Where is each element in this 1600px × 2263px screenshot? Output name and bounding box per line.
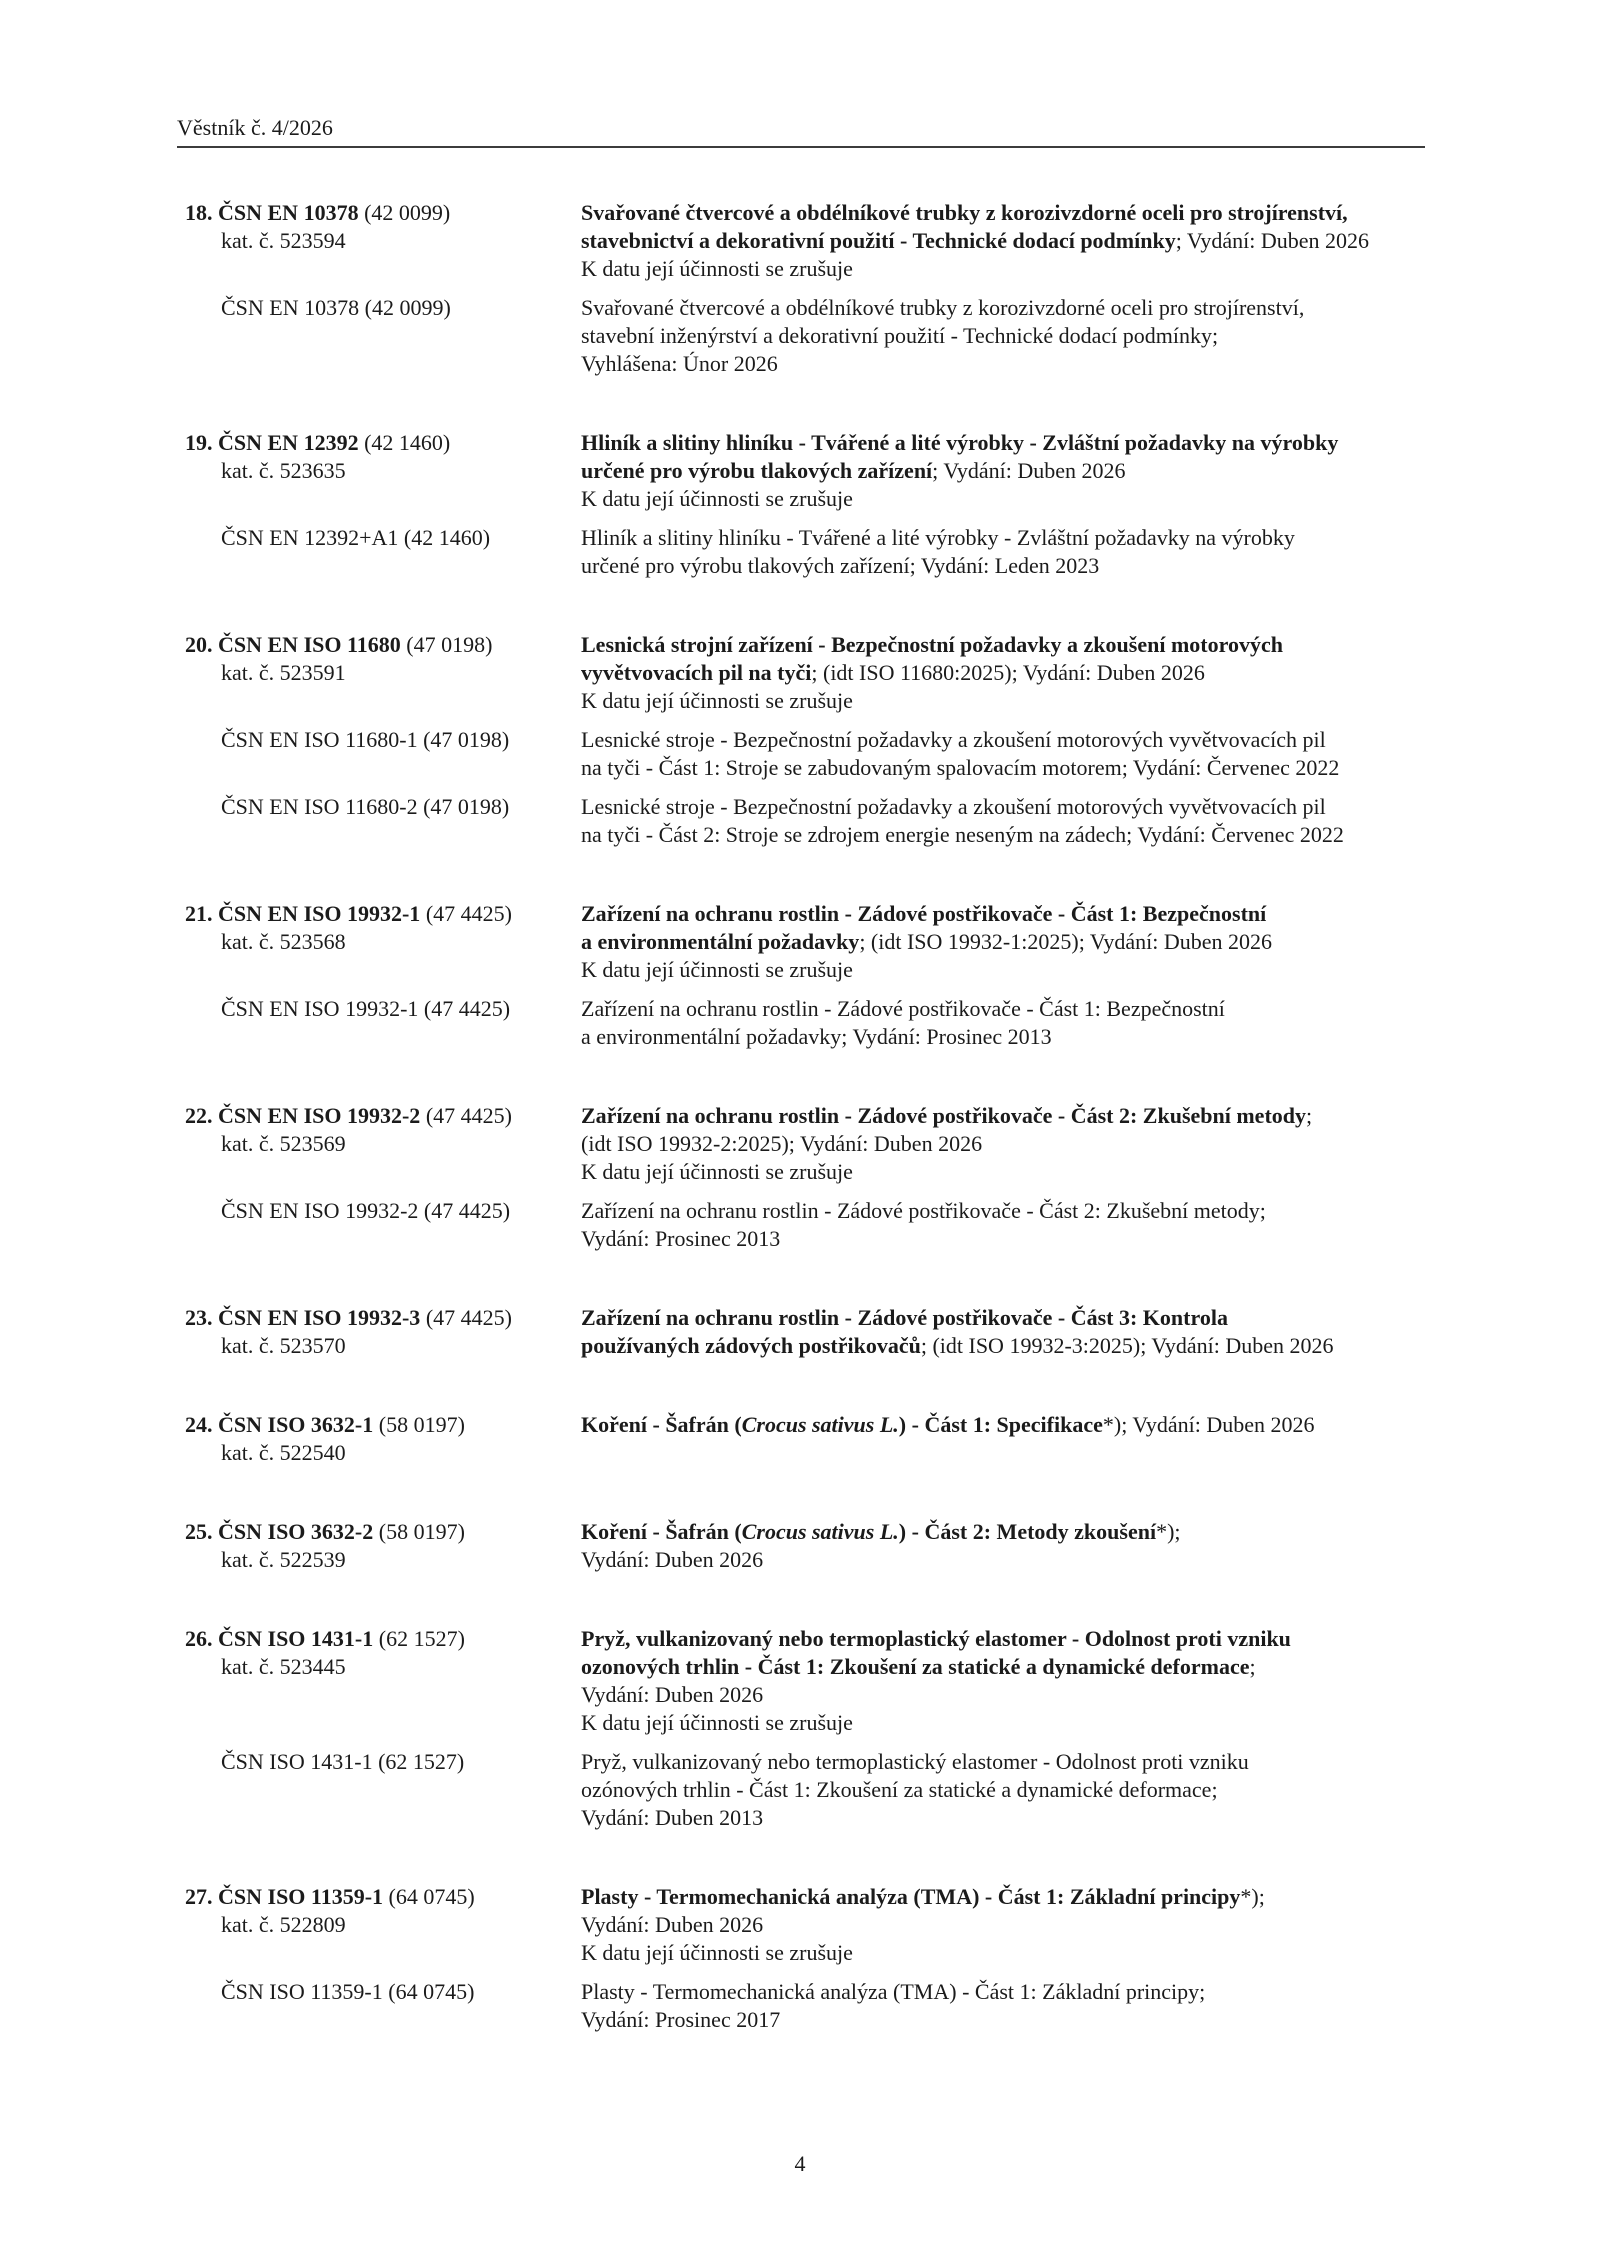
revoked-designation-line	[185, 726, 581, 754]
title-segment: Pryž, vulkanizovaný nebo termoplastický elastomer - Odolnost proti vzniku	[581, 1626, 1291, 1651]
revoked-record	[185, 524, 1545, 580]
revoked-designation: ČSN EN ISO 11680-2 (47 0198)	[221, 794, 510, 819]
entry-number: 21.	[185, 901, 218, 926]
revoked-text-segment: Vydání: Prosinec 2013	[581, 1226, 781, 1251]
title-line	[581, 1102, 1545, 1130]
catalog-number: kat. č. 523445	[221, 1654, 346, 1679]
revoked-text-segment: Vydání: Prosinec 2017	[581, 2007, 781, 2032]
title-line	[581, 1332, 1545, 1360]
catalog-number: kat. č. 523569	[221, 1131, 346, 1156]
entry-title	[581, 1102, 1545, 1186]
main-record	[185, 1518, 1545, 1574]
title-line	[581, 485, 1545, 513]
title-line	[581, 1709, 1545, 1737]
title-segment: K datu její účinnosti se zrušuje	[581, 688, 853, 713]
revoked-text-segment: určené pro výrobu tlakových zařízení; Vydání: Leden 2023	[581, 553, 1100, 578]
title-segment: ) - Část 2: Metody zkoušení	[898, 1519, 1157, 1544]
title-line	[581, 1653, 1545, 1681]
standard-entry	[185, 1518, 1545, 1574]
revoked-designation-line	[185, 294, 581, 322]
revoked-record	[185, 1748, 1545, 1832]
revoked-record	[185, 793, 1545, 849]
document-title: Věstník č. 4/2026	[177, 115, 333, 140]
title-segment: Vydání: Duben 2026	[581, 1912, 764, 1937]
title-line	[581, 227, 1545, 255]
title-segment: a environmentální požadavky	[581, 929, 860, 954]
entry-left-column	[185, 1883, 581, 1939]
title-segment: *);	[1156, 1519, 1181, 1544]
title-line	[581, 1681, 1545, 1709]
main-record	[185, 429, 1545, 513]
entry-left-column	[185, 1304, 581, 1360]
catalog-number: kat. č. 522809	[221, 1912, 346, 1937]
title-line	[581, 1518, 1545, 1546]
title-segment: K datu její účinnosti se zrušuje	[581, 256, 853, 281]
revoked-text	[581, 1197, 1545, 1253]
revoked-designation: ČSN ISO 1431-1 (62 1527)	[221, 1749, 465, 1774]
entry-number: 27.	[185, 1884, 218, 1909]
entry-title	[581, 429, 1545, 513]
revoked-designation: ČSN EN 10378 (42 0099)	[221, 295, 451, 320]
entry-title	[581, 1304, 1545, 1360]
revoked-designation-line	[185, 793, 581, 821]
revoked-text-line	[581, 1978, 1545, 2006]
revoked-record	[185, 294, 1545, 378]
title-segment: (idt ISO 19932-2:2025); Vydání: Duben 2026	[581, 1131, 983, 1156]
revoked-text-line	[581, 726, 1545, 754]
standard-entry	[185, 1102, 1545, 1253]
revoked-text	[581, 1978, 1545, 2034]
standard-entry	[185, 199, 1545, 378]
title-segment: Plasty - Termomechanická analýza (TMA) - Část 1: Základní principy	[581, 1884, 1241, 1909]
title-segment: Lesnická strojní zařízení - Bezpečnostní požadavky a zkoušení motorových	[581, 632, 1283, 657]
entry-number: 25.	[185, 1519, 218, 1544]
catalog-line	[185, 1911, 581, 1939]
title-segment: Hliník a slitiny hliníku - Tvářené a lité výrobky - Zvláštní požadavky na výrobky	[581, 430, 1339, 455]
standard-designation: ČSN EN 12392	[218, 430, 365, 455]
title-segment: Zařízení na ochranu rostlin - Zádové postřikovače - Část 2: Zkušební metody	[581, 1103, 1307, 1128]
title-line	[581, 1883, 1545, 1911]
revoked-text-line	[581, 350, 1545, 378]
standard-entry	[185, 1411, 1545, 1467]
title-segment: ; (idt ISO 19932-1:2025); Vydání: Duben 2026	[859, 929, 1272, 954]
catalog-number: kat. č. 522539	[221, 1547, 346, 1572]
title-segment: *);	[1240, 1884, 1265, 1909]
catalog-line	[185, 1439, 581, 1467]
title-segment: Svařované čtvercové a obdélníkové trubky z korozivzdorné oceli pro strojírenství,	[581, 200, 1348, 225]
class-code: (47 4425)	[425, 1305, 512, 1330]
title-segment: Vydání: Duben 2026	[581, 1682, 764, 1707]
revoked-text	[581, 524, 1545, 580]
revoked-text	[581, 726, 1545, 782]
revoked-text	[581, 294, 1545, 378]
standard-entry	[185, 1883, 1545, 2034]
revoked-left-column	[185, 726, 581, 754]
entry-left-column	[185, 199, 581, 255]
entry-number: 20.	[185, 632, 218, 657]
title-segment: používaných zádových postřikovačů	[581, 1333, 921, 1358]
revoked-text-line	[581, 1804, 1545, 1832]
standard-designation: ČSN ISO 1431-1	[218, 1626, 379, 1651]
title-segment: ; (idt ISO 11680:2025); Vydání: Duben 2026	[811, 660, 1205, 685]
title-segment: stavebnictví a dekorativní použití - Technické dodací podmínky	[581, 228, 1176, 253]
title-segment: K datu její účinnosti se zrušuje	[581, 1710, 853, 1735]
title-segment: Crocus sativus L.	[741, 1412, 899, 1437]
entry-heading-line	[185, 900, 581, 928]
revoked-text-line	[581, 1023, 1545, 1051]
class-code: (62 1527)	[378, 1626, 465, 1651]
revoked-designation: ČSN EN ISO 11680-1 (47 0198)	[221, 727, 510, 752]
title-line	[581, 1130, 1545, 1158]
standard-designation: ČSN EN ISO 19932-2	[218, 1103, 426, 1128]
title-segment: Koření - Šafrán (	[581, 1519, 742, 1544]
catalog-line	[185, 227, 581, 255]
revoked-left-column	[185, 1978, 581, 2006]
main-record	[185, 1102, 1545, 1186]
entry-left-column	[185, 429, 581, 485]
title-segment: Crocus sativus L.	[741, 1519, 899, 1544]
revoked-text-line	[581, 524, 1545, 552]
class-code: (47 0198)	[406, 632, 493, 657]
revoked-text-segment: Hliník a slitiny hliníku - Tvářené a lité výrobky - Zvláštní požadavky na výrobky	[581, 525, 1295, 550]
revoked-text-segment: Pryž, vulkanizovaný nebo termoplastický elastomer - Odolnost proti vzniku	[581, 1749, 1249, 1774]
entry-left-column	[185, 631, 581, 687]
title-segment: ;	[1249, 1654, 1256, 1679]
class-code: (42 0099)	[364, 200, 451, 225]
revoked-designation-line	[185, 524, 581, 552]
standard-designation: ČSN ISO 11359-1	[218, 1884, 389, 1909]
revoked-text-line	[581, 294, 1545, 322]
title-segment: ; Vydání: Duben 2026	[1175, 228, 1370, 253]
header-rule	[177, 146, 1425, 148]
standard-designation: ČSN EN 10378	[218, 200, 365, 225]
title-line	[581, 1625, 1545, 1653]
catalog-line	[185, 928, 581, 956]
revoked-left-column	[185, 1197, 581, 1225]
main-record	[185, 1625, 1545, 1737]
entry-number: 22.	[185, 1103, 218, 1128]
page-number: 4	[794, 2151, 806, 2176]
standards-list	[185, 199, 1545, 2085]
revoked-text-segment: Plasty - Termomechanická analýza (TMA) - Část 1: Základní principy;	[581, 1979, 1206, 2004]
title-line	[581, 429, 1545, 457]
revoked-text-segment: Vyhlášena: Únor 2026	[581, 351, 778, 376]
title-segment: Zařízení na ochranu rostlin - Zádové postřikovače - Část 1: Bezpečnostní	[581, 901, 1267, 926]
class-code: (58 0197)	[378, 1519, 465, 1544]
entry-number: 24.	[185, 1412, 218, 1437]
revoked-text-segment: Vydání: Duben 2013	[581, 1805, 764, 1830]
catalog-number: kat. č. 523591	[221, 660, 346, 685]
revoked-text-segment: Zařízení na ochranu rostlin - Zádové postřikovače - Část 2: Zkušební metody;	[581, 1198, 1266, 1223]
entry-left-column	[185, 1518, 581, 1574]
entry-heading-line	[185, 631, 581, 659]
main-record	[185, 900, 1545, 984]
revoked-text-line	[581, 1748, 1545, 1776]
title-line	[581, 1939, 1545, 1967]
title-segment: K datu její účinnosti se zrušuje	[581, 1940, 853, 1965]
title-line	[581, 687, 1545, 715]
title-segment: K datu její účinnosti se zrušuje	[581, 957, 853, 982]
class-code: (47 4425)	[425, 1103, 512, 1128]
entry-title	[581, 1883, 1545, 1967]
entry-heading-line	[185, 1883, 581, 1911]
title-segment: ; (idt ISO 19932-3:2025); Vydání: Duben 2026	[920, 1333, 1334, 1358]
revoked-left-column	[185, 1748, 581, 1776]
revoked-left-column	[185, 294, 581, 322]
revoked-left-column	[185, 793, 581, 821]
entry-title	[581, 1411, 1545, 1439]
entry-left-column	[185, 900, 581, 956]
revoked-text-line	[581, 2006, 1545, 2034]
title-line	[581, 1304, 1545, 1332]
revoked-left-column	[185, 524, 581, 552]
title-segment: ) - Část 1: Specifikace	[898, 1412, 1103, 1437]
class-code: (42 1460)	[364, 430, 451, 455]
title-segment: ; Vydání: Duben 2026	[932, 458, 1126, 483]
entry-heading-line	[185, 199, 581, 227]
catalog-number: kat. č. 523594	[221, 228, 346, 253]
standard-designation: ČSN ISO 3632-1	[218, 1412, 379, 1437]
entry-title	[581, 900, 1545, 984]
entry-heading-line	[185, 1102, 581, 1130]
entry-left-column	[185, 1102, 581, 1158]
class-code: (58 0197)	[378, 1412, 465, 1437]
revoked-text	[581, 1748, 1545, 1832]
standard-designation: ČSN EN ISO 11680	[218, 632, 407, 657]
revoked-record	[185, 1197, 1545, 1253]
title-segment: *); Vydání: Duben 2026	[1102, 1412, 1315, 1437]
entry-number: 26.	[185, 1626, 218, 1651]
entry-heading-line	[185, 1625, 581, 1653]
standard-entry	[185, 900, 1545, 1051]
title-segment: Vydání: Duben 2026	[581, 1547, 764, 1572]
revoked-designation: ČSN EN ISO 19932-2 (47 4425)	[221, 1198, 511, 1223]
catalog-line	[185, 457, 581, 485]
title-line	[581, 631, 1545, 659]
main-record	[185, 1411, 1545, 1467]
entry-title	[581, 1518, 1545, 1574]
standard-entry	[185, 429, 1545, 580]
revoked-designation-line	[185, 1978, 581, 2006]
catalog-line	[185, 659, 581, 687]
main-record	[185, 631, 1545, 715]
entry-heading-line	[185, 1518, 581, 1546]
entry-title	[581, 631, 1545, 715]
title-line	[581, 956, 1545, 984]
class-code: (64 0745)	[388, 1884, 475, 1909]
entry-heading-line	[185, 1411, 581, 1439]
title-segment: K datu její účinnosti se zrušuje	[581, 486, 853, 511]
title-segment: ozonových trhlin - Část 1: Zkoušení za statické a dynamické deformace	[581, 1654, 1250, 1679]
entry-heading-line	[185, 429, 581, 457]
revoked-record	[185, 995, 1545, 1051]
revoked-text-line	[581, 995, 1545, 1023]
revoked-text-segment: a environmentální požadavky; Vydání: Prosinec 2013	[581, 1024, 1052, 1049]
catalog-number: kat. č. 523635	[221, 458, 346, 483]
revoked-text-segment: na tyči - Část 1: Stroje se zabudovaným spalovacím motorem; Vydání: Červenec 2022	[581, 755, 1340, 780]
title-line	[581, 928, 1545, 956]
title-line	[581, 659, 1545, 687]
revoked-designation: ČSN EN ISO 19932-1 (47 4425)	[221, 996, 511, 1021]
catalog-line	[185, 1546, 581, 1574]
standard-entry	[185, 631, 1545, 849]
revoked-text-segment: na tyči - Část 2: Stroje se zdrojem energie neseným na zádech; Vydání: Červenec 2022	[581, 822, 1344, 847]
catalog-line	[185, 1130, 581, 1158]
revoked-designation-line	[185, 1197, 581, 1225]
revoked-text	[581, 995, 1545, 1051]
title-line	[581, 457, 1545, 485]
title-line	[581, 1911, 1545, 1939]
revoked-left-column	[185, 995, 581, 1023]
title-segment: ;	[1306, 1103, 1313, 1128]
catalog-line	[185, 1653, 581, 1681]
revoked-designation-line	[185, 1748, 581, 1776]
revoked-designation: ČSN EN 12392+A1 (42 1460)	[221, 525, 491, 550]
entry-left-column	[185, 1411, 581, 1467]
revoked-text-segment: Lesnické stroje - Bezpečnostní požadavky a zkoušení motorových vyvětvovacích pil	[581, 727, 1326, 752]
main-record	[185, 1883, 1545, 1967]
entry-number: 18.	[185, 200, 218, 225]
title-line	[581, 255, 1545, 283]
title-line	[581, 900, 1545, 928]
title-segment: Zařízení na ochranu rostlin - Zádové postřikovače - Část 3: Kontrola	[581, 1305, 1228, 1330]
standard-entry	[185, 1625, 1545, 1832]
revoked-text-segment: ozónových trhlin - Část 1: Zkoušení za statické a dynamické deformace;	[581, 1777, 1218, 1802]
catalog-line	[185, 1332, 581, 1360]
title-segment: vyvětvovacích pil na tyči	[581, 660, 812, 685]
revoked-text	[581, 793, 1545, 849]
entry-title	[581, 1625, 1545, 1737]
title-line	[581, 1158, 1545, 1186]
entry-heading-line	[185, 1304, 581, 1332]
revoked-text-segment: stavební inženýrství a dekorativní použití - Technické dodací podmínky;	[581, 323, 1219, 348]
standard-designation: ČSN EN ISO 19932-3	[218, 1305, 426, 1330]
main-record	[185, 199, 1545, 283]
revoked-text-line	[581, 1197, 1545, 1225]
revoked-text-line	[581, 1225, 1545, 1253]
title-segment: Koření - Šafrán (	[581, 1412, 742, 1437]
revoked-record	[185, 1978, 1545, 2034]
revoked-text-segment: Lesnické stroje - Bezpečnostní požadavky a zkoušení motorových vyvětvovacích pil	[581, 794, 1326, 819]
standard-entry	[185, 1304, 1545, 1360]
catalog-number: kat. č. 522540	[221, 1440, 346, 1465]
title-segment: K datu její účinnosti se zrušuje	[581, 1159, 853, 1184]
revoked-text-segment: Zařízení na ochranu rostlin - Zádové postřikovače - Část 1: Bezpečnostní	[581, 996, 1225, 1021]
title-line	[581, 1546, 1545, 1574]
revoked-text-line	[581, 1776, 1545, 1804]
title-line	[581, 199, 1545, 227]
revoked-record	[185, 726, 1545, 782]
revoked-text-line	[581, 793, 1545, 821]
catalog-number: kat. č. 523570	[221, 1333, 346, 1358]
title-segment: určené pro výrobu tlakových zařízení	[581, 458, 933, 483]
revoked-text-line	[581, 322, 1545, 350]
entry-title	[581, 199, 1545, 283]
revoked-designation-line	[185, 995, 581, 1023]
class-code: (47 4425)	[425, 901, 512, 926]
revoked-designation: ČSN ISO 11359-1 (64 0745)	[221, 1979, 475, 2004]
entry-number: 23.	[185, 1305, 218, 1330]
revoked-text-segment: Svařované čtvercové a obdélníkové trubky z korozivzdorné oceli pro strojírenství,	[581, 295, 1305, 320]
entry-number: 19.	[185, 430, 218, 455]
standard-designation: ČSN EN ISO 19932-1	[218, 901, 426, 926]
revoked-text-line	[581, 754, 1545, 782]
revoked-text-line	[581, 552, 1545, 580]
revoked-text-line	[581, 821, 1545, 849]
title-line	[581, 1411, 1545, 1439]
catalog-number: kat. č. 523568	[221, 929, 346, 954]
standard-designation: ČSN ISO 3632-2	[218, 1519, 379, 1544]
entry-left-column	[185, 1625, 581, 1681]
main-record	[185, 1304, 1545, 1360]
